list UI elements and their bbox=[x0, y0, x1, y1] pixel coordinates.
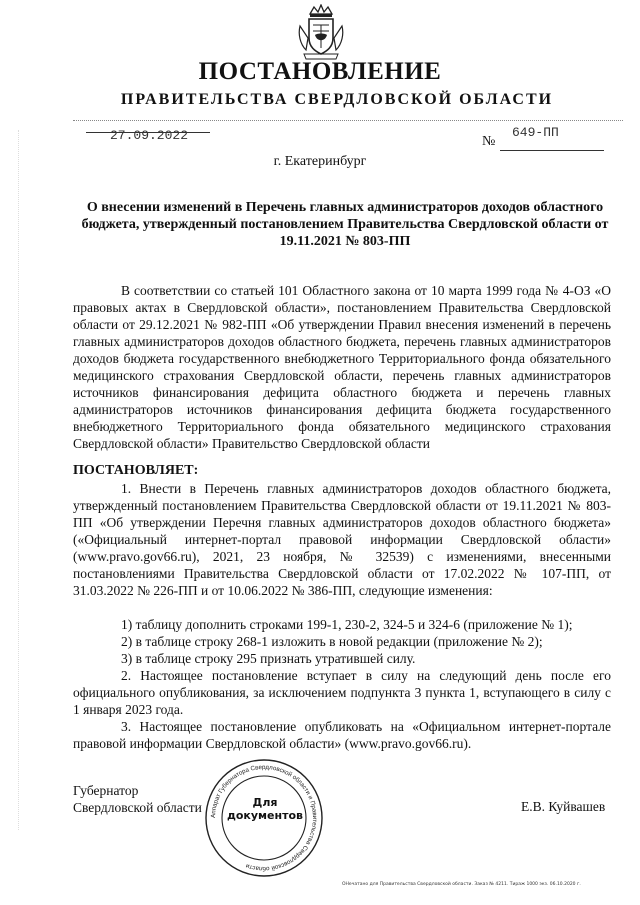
date-underline bbox=[86, 132, 210, 133]
issuer-title: ПРАВИТЕЛЬСТВА СВЕРДЛОВСКОЙ ОБЛАСТИ bbox=[120, 91, 554, 108]
subitem-1: 1) таблицу дополнить строками 199-1, 230-2, 324-5 и 324-6 (приложение № 1); bbox=[121, 617, 573, 632]
subitem-2: 2) в таблице строку 268-1 изложить в новой редакции (приложение № 2); bbox=[121, 634, 543, 649]
item-2-paragraph: 2. Настоящее постановление вступает в силу на следующий день после его официального опубликования, за исключением подпункта 3 пункта 1, вступающего в силу с 1 января 2023 года. bbox=[73, 668, 611, 717]
city-label: г. Екатеринбург bbox=[273, 154, 367, 169]
number-sign: № bbox=[482, 134, 496, 149]
resolve-label: ПОСТАНОВЛЯЕТ: bbox=[73, 463, 199, 478]
stamp-center-text: Для документов bbox=[226, 796, 304, 822]
item-1-paragraph: 1. Внести в Перечень главных администраторов доходов областного бюджета, утвержденный постановлением Правительства Свердловской области от 19.11.2021 № 803-ПП «Об утверждении Перечня главных администраторов доходов областного бюджета» («Официальный интернет-портал правовой информации Свердловской области» (www.pravo.gov66.ru), 2021, 23 ноября, № 32539) с изменениями, внесенными постановлениями Правительства Свердловской области от 17.02.2022 № 107-ПП, от 31.03.2022 № 226-ПП и от 10.06.2022 № 386-ПП, следующие изменения: bbox=[73, 481, 611, 598]
document-number: 649-ПП bbox=[512, 125, 559, 140]
item-3-paragraph: 3. Настоящее постановление опубликовать на «Официальном интернет-портале правовой информации Свердловской области» (www.pravo.gov66.ru). bbox=[73, 719, 611, 751]
coat-of-arms-icon bbox=[296, 4, 346, 60]
subitem-3: 3) в таблице строку 295 признать утратившей силу. bbox=[121, 651, 416, 666]
signatory-position-line2: Свердловской области bbox=[73, 800, 202, 815]
header-divider bbox=[73, 120, 623, 121]
preamble-paragraph: В соответствии со статьей 101 Областного закона от 10 марта 1999 года № 4-ОЗ «О правовых актах в Свердловской области», постановлением Правительства Свердловской области от 29.12.2021 № 982-ПП «Об утверждении Правил внесения изменений в перечень главных администраторов доходов областного бюджета, перечень главных администраторов доходов бюджета государственного внебюджетного Территориального фонда обязательного медицинского страхования Свердловской области, перечень главных администраторов источников финансирования дефицита областного бюджета и перечень главных администраторов источников финансирования дефицита бюджета государственного внебюджетного Территориального фонда обязательного медицинского страхования Свердловской области» Правительство Свердловской области bbox=[73, 283, 611, 451]
signatory-position bbox=[73, 782, 202, 816]
number-underline bbox=[500, 150, 604, 151]
signatory-name: Е.В. Куйвашев bbox=[521, 799, 606, 814]
print-footer: ОНечатано для Правительства Свердловской области. Заказ № 4211. Тираж 1000 экз. 06.10.2020 г. bbox=[342, 882, 581, 887]
document-heading: О внесении изменений в Перечень главных администраторов доходов областного бюджета, утвержденный постановлением Правительства Свердловской области от 19.11.2021 № 803-ПП bbox=[81, 200, 609, 249]
stamp-ring-text: Аппарат Губернатора Свердловской области и Правительства Свердловской области bbox=[209, 763, 319, 873]
margin-dots bbox=[18, 130, 19, 830]
document-date: 27.09.2022 bbox=[110, 128, 189, 143]
document-type-title: ПОСТАНОВЛЕНИЕ bbox=[198, 58, 442, 85]
signatory-position-line1: Губернатор bbox=[73, 783, 139, 798]
